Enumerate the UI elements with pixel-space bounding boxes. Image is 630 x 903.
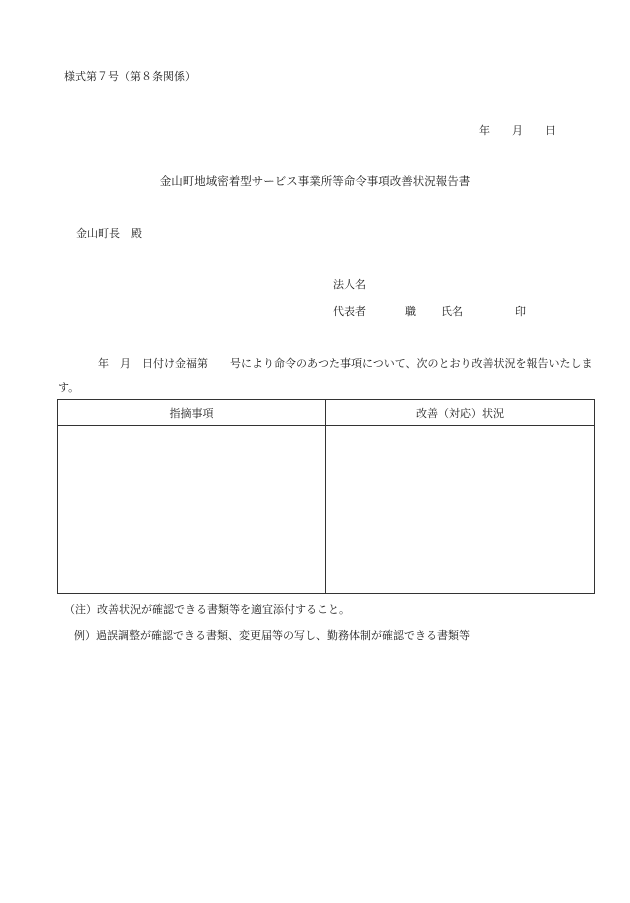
header-improvement-status: 改善（対応）状況	[326, 400, 595, 426]
header-findings: 指摘事項	[58, 400, 326, 426]
position-label: 職	[405, 305, 416, 318]
table-row	[58, 426, 595, 594]
improvement-status-cell[interactable]	[326, 426, 595, 594]
date-month: 月	[512, 124, 523, 137]
note-text: （注）改善状況が確認できる書類等を適宜添付すること。	[64, 603, 350, 616]
date-year: 年	[479, 124, 490, 137]
seal-label: 印	[515, 305, 526, 318]
findings-cell[interactable]	[58, 426, 326, 594]
report-table	[57, 399, 595, 594]
date-line	[479, 122, 556, 138]
corporation-name-label: 法人名	[333, 278, 366, 291]
document-title: 金山町地域密着型サービス事業所等命令事項改善状況報告書	[159, 174, 471, 188]
addressee: 金山町長 殿	[76, 227, 142, 240]
example-text: 例）過誤調整が確認できる書類、変更届等の写し、勤務体制が確認できる書類等	[74, 629, 470, 642]
representative-label: 代表者	[333, 305, 366, 318]
form-code: 様式第７号（第８条関係）	[64, 70, 196, 83]
representative-line	[333, 303, 526, 319]
intro-paragraph: 年 月 日付け金福第 号により命令のあつた事項について、次のとおり改善状況を報告いたします。	[58, 357, 593, 394]
date-day: 日	[545, 124, 556, 137]
name-label: 氏名	[441, 305, 463, 318]
